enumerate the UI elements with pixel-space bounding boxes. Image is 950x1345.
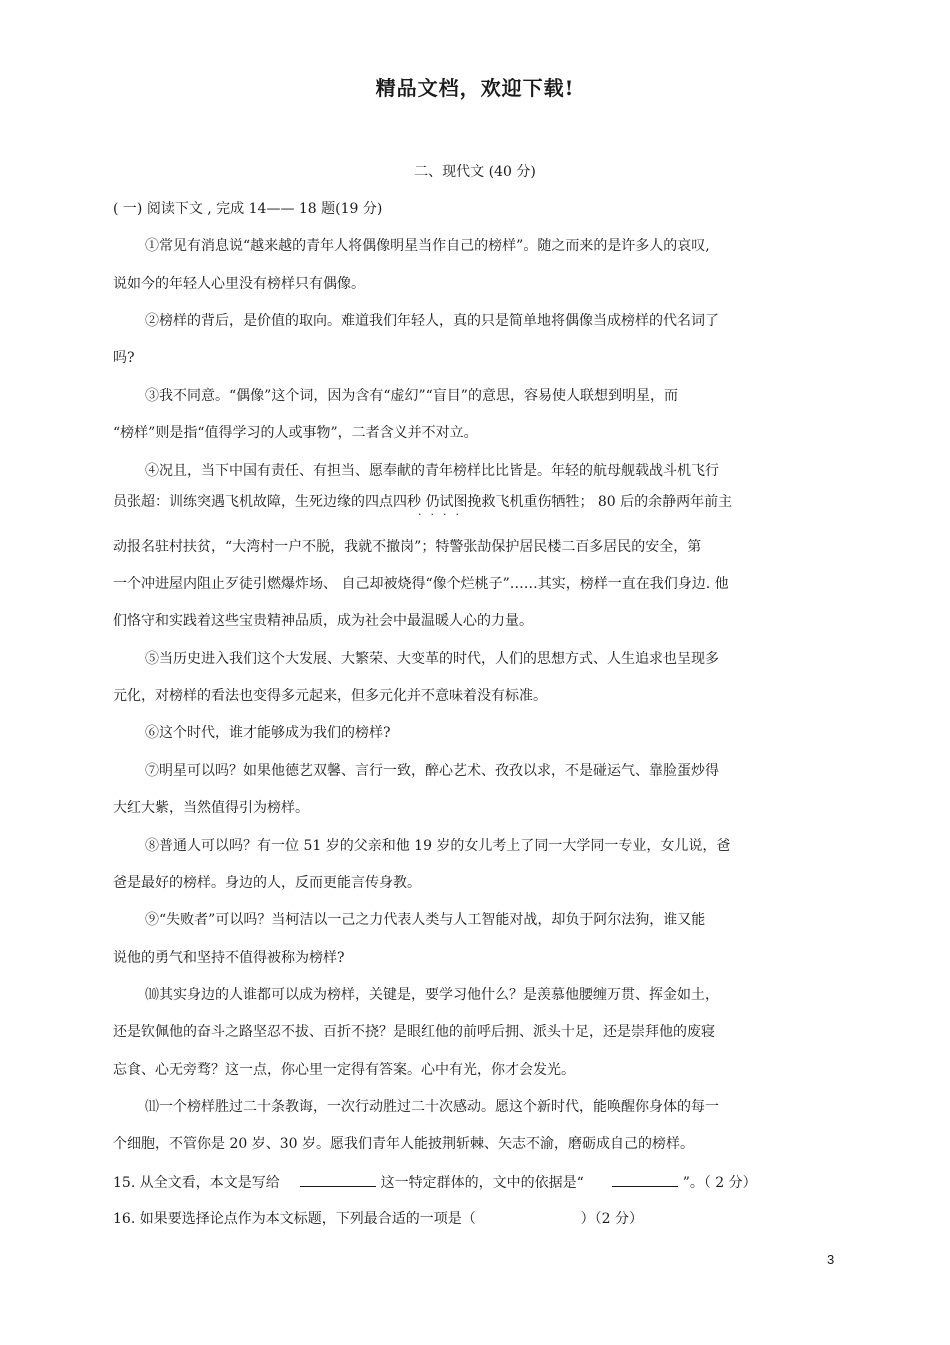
paragraph-line: 爸是最好的榜样。身边的人，反而更能言传身教。: [113, 875, 421, 891]
emphasis-dots: ····: [418, 508, 468, 521]
paragraph-line: 一个冲进屋内阻止歹徒引燃爆炸场、 自己却被烧得“像个烂桃子”……其实，榜样一直在我们身边. 他: [113, 576, 729, 592]
question-15-stem: 15. 从全文看，本文是写给: [113, 1175, 280, 1191]
page-number: 3: [827, 1252, 835, 1267]
paragraph-line: 员张超：训练突遇飞机故障，生死边缘的四点四秒 仍试图挽救飞机重伤牺牲； 80 后的余静两年前主: [113, 494, 733, 510]
question-16: [113, 1209, 643, 1229]
paragraph-line: ①常见有消息说“越来越的青年人将偶像明星当作自己的榜样”。随之而来的是许多人的哀叹,: [145, 238, 710, 254]
paragraph-line: 元化，对榜样的看法也变得多元起来，但多元化并不意味着没有标准。: [113, 688, 547, 704]
paragraph-line: ⑽其实身边的人谁都可以成为榜样，关键是，要学习他什么？是羡慕他腰缠万贯、挥金如土，: [145, 987, 719, 1003]
question-15: [113, 1172, 757, 1193]
paragraph-line: 个细胞，不管你是 20 岁、30 岁。愿我们青年人能披荆斩棘、矢志不渝，磨砺成自己的榜样。: [113, 1136, 694, 1152]
answer-blank[interactable]: [612, 1172, 678, 1187]
paragraph-line: ⑨“失败者”可以吗？当柯洁以一己之力代表人类与人工智能对战，却负于阿尔法狗，谁又能: [145, 912, 706, 928]
paragraph-line: 们恪守和实践着这些宝贵精神品质，成为社会中最温暖人心的力量。: [113, 613, 533, 629]
task-intro: ( 一) 阅读下文 , 完成 14—— 18 题(19 分): [113, 201, 383, 217]
paragraph-line: ⑧普通人可以吗？有一位 51 岁的父亲和他 19 岁的女儿考上了同一大学同一专业，女儿说，爸: [145, 838, 731, 854]
question-15-tail: ”。（ 2 分）: [682, 1175, 757, 1191]
paragraph-line: 还是钦佩他的奋斗之路坚忍不拔、百折不挠？是眼红他的前呼后拥、派头十足，还是崇拜他的废寝: [113, 1024, 715, 1040]
question-16-stem: 16. 如果要选择论点作为本文标题，下列最合适的一项是（: [113, 1211, 476, 1227]
paragraph-line: ⑥这个时代，谁才能够成为我们的榜样?: [145, 725, 391, 741]
paragraph-line: “榜样”则是指“值得学习的人或事物”，二者含义并不对立。: [113, 425, 478, 441]
paragraph-line: 动报名驻村扶贫，“大湾村一户不脱，我就不撤岗”；特警张劼保护居民楼二百多居民的安全，第: [113, 539, 702, 555]
paragraph-line: ④况且，当下中国有责任、有担当、愿奉献的青年榜样比比皆是。年轻的航母舰载战斗机飞行: [145, 463, 719, 479]
section-title: 二、现代文 (40 分): [414, 164, 536, 180]
paragraph-line: ⑤当历史进入我们这个大发展、大繁荣、大变革的时代，人们的思想方式、人生追求也呈现多: [145, 651, 719, 667]
paragraph-line: 大红大紫，当然值得引为榜样。: [113, 800, 309, 816]
paragraph-line: 吗?: [113, 350, 135, 366]
paragraph-line: 说他的勇气和坚持不值得被称为榜样?: [113, 950, 345, 966]
answer-blank[interactable]: [300, 1172, 376, 1187]
paragraph-line: 说如今的年轻人心里没有榜样只有偶像。: [113, 276, 365, 292]
question-16-tail: ）（2 分）: [580, 1211, 643, 1227]
paragraph-line: ③我不同意。“偶像”这个词，因为含有“虚幻”“盲目”的意思，容易使人联想到明星，而: [145, 388, 678, 404]
paragraph-line: ⑦明星可以吗？如果他德艺双馨、言行一致，醉心艺术、孜孜以求，不是碰运气、靠脸蛋炒得: [145, 763, 719, 779]
page-header-title: 精品文档，欢迎下载!: [375, 76, 575, 100]
paragraph-line: ②榜样的背后，是价值的取向。难道我们年轻人，真的只是简单地将偶像当成榜样的代名词了: [145, 313, 719, 329]
paragraph-line: 忘食、心无旁骛？这一点，你心里一定得有答案。心中有光，你才会发光。: [113, 1062, 575, 1078]
paragraph-line: ⑾一个榜样胜过二十条教诲，一次行动胜过二十次感动。愿这个新时代，能唤醒你身体的每一: [145, 1099, 719, 1115]
question-15-mid: 这一特定群体的，文中的依据是“: [380, 1175, 584, 1191]
